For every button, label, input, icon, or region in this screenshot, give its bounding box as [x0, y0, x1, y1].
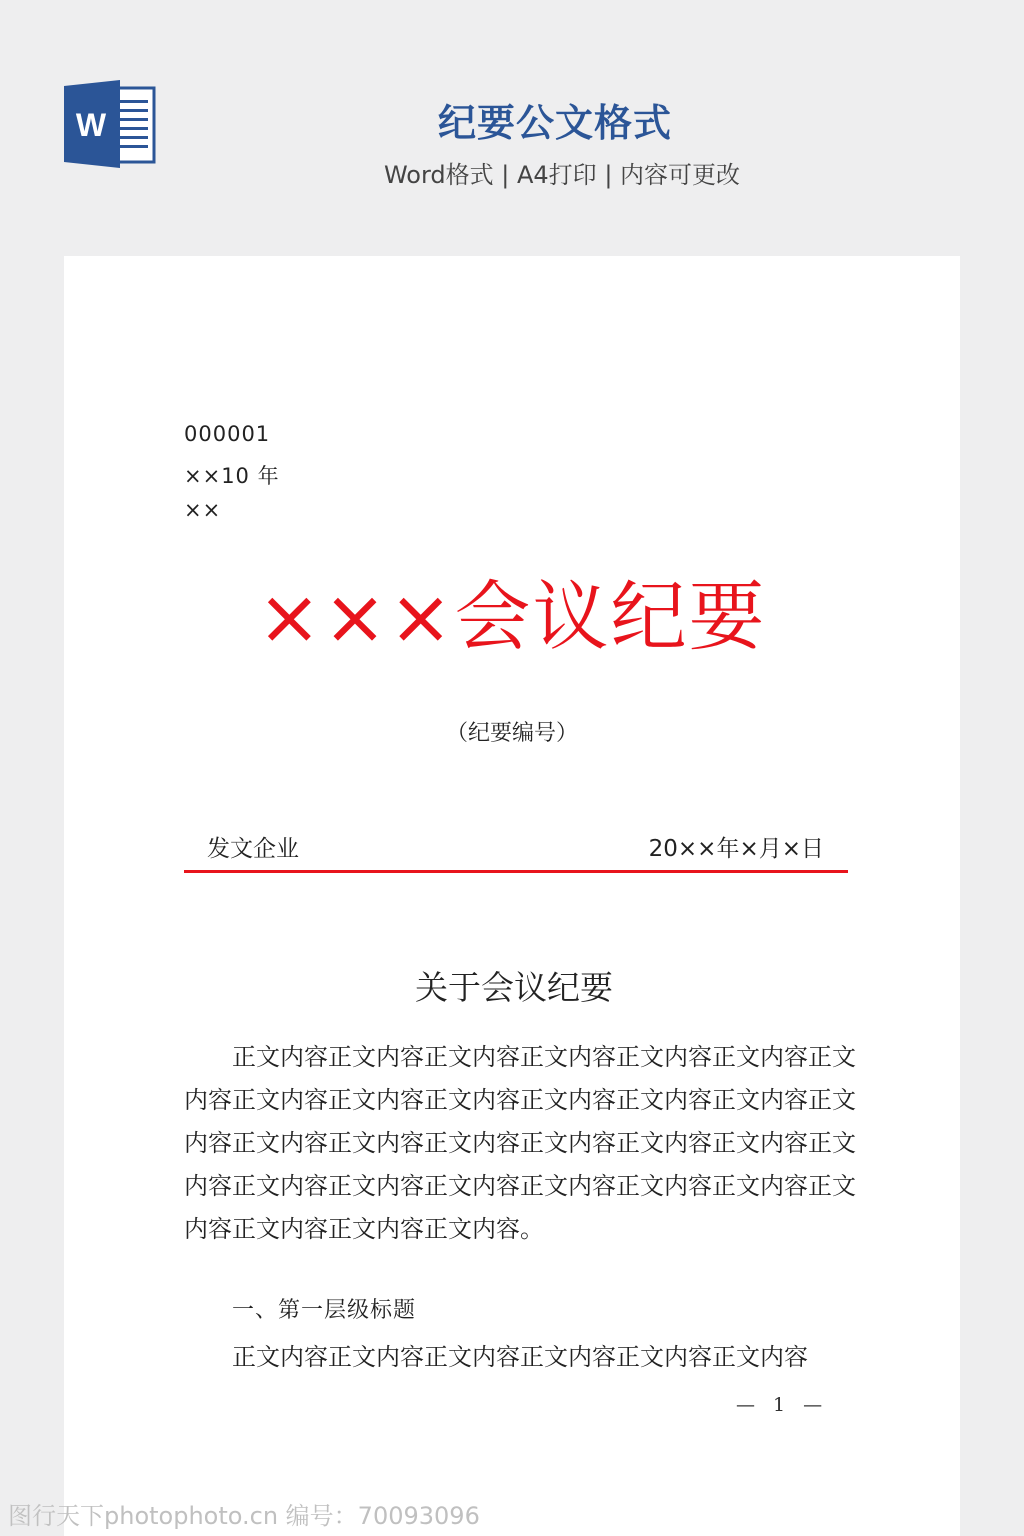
issuer-name: 发文企业 [207, 836, 299, 862]
document-year: ××10 年 [184, 464, 280, 488]
page-subtitle: Word格式 | A4打印 | 内容可更改 [383, 161, 741, 189]
section-heading: 一、第一层级标题 [232, 1298, 417, 1323]
document-main-title: ×××会议纪要 [257, 572, 767, 661]
body-title: 关于会议纪要 [415, 968, 613, 1007]
issue-date: 20××年×月×日 [648, 836, 824, 862]
red-divider [184, 870, 848, 873]
document-number: （纪要编号） [445, 721, 578, 746]
header [0, 0, 1024, 230]
page-number: — 1 — [736, 1394, 829, 1416]
watermark: 图行天下photophoto.cn 编号：70093096 [8, 1502, 480, 1530]
document-serial: 000001 [184, 422, 271, 446]
page-title: 纪要公文格式 [437, 101, 672, 145]
document-mark: ×× [184, 498, 222, 522]
document-page [64, 256, 960, 1536]
body-paragraph-2: 正文内容正文内容正文内容正文内容正文内容正文内容 [232, 1343, 808, 1371]
body-paragraph: 正文内容正文内容正文内容正文内容正文内容正文内容正文内容正文内容正文内容正文内容正文内容正文内容正文内容正文内容正文内容正文内容正文内容正文内容正文内容正文内容正文内容正文内容正文内容正文内容正文内容正文内容正文内容正文内容正文内容正文内容正文内容。 [184, 1043, 856, 1243]
svg-text:W: W [75, 107, 107, 143]
